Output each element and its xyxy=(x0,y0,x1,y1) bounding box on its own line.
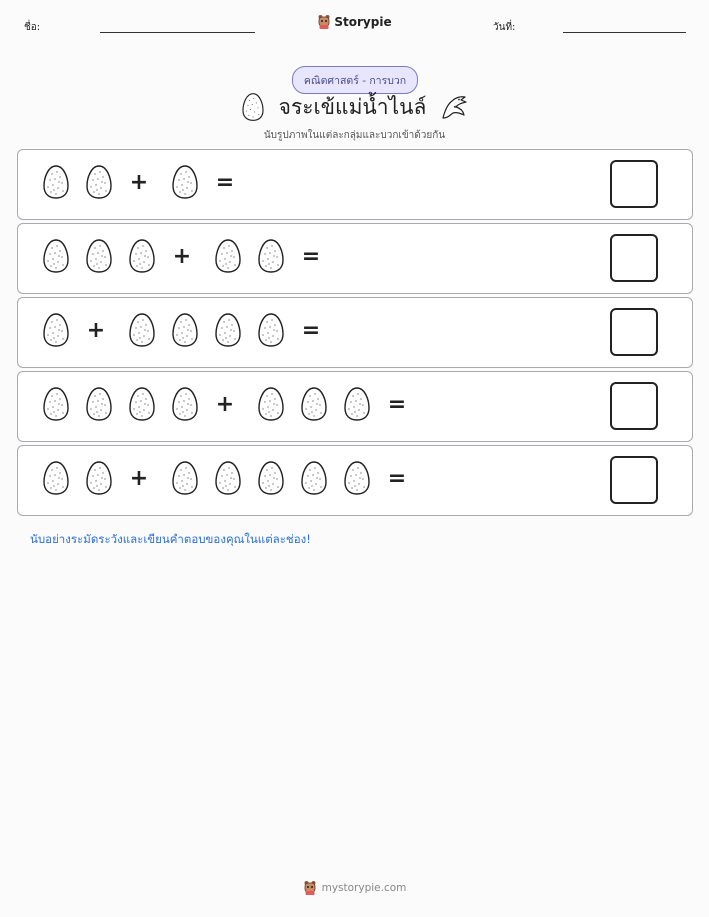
footer xyxy=(0,880,709,900)
egg-icon xyxy=(300,386,328,422)
egg-icon xyxy=(257,238,285,274)
equals-sign: = xyxy=(387,392,407,417)
problem-row xyxy=(17,149,693,220)
problem-row xyxy=(17,297,693,368)
egg-icon xyxy=(171,164,199,200)
brand-name: Storypie xyxy=(334,15,392,29)
answer-box[interactable] xyxy=(610,160,658,208)
egg-icon xyxy=(343,386,371,422)
egg-icon xyxy=(42,238,70,274)
egg-icon xyxy=(241,92,265,122)
egg-icon xyxy=(85,164,113,200)
egg-icon xyxy=(128,312,156,348)
egg-icon xyxy=(257,386,285,422)
answer-box[interactable] xyxy=(610,234,658,282)
footer-url[interactable]: mystorypie.com xyxy=(321,882,407,894)
subtitle: นับรูปภาพในแต่ละกลุ่มและบวกเข้าด้วยกัน xyxy=(263,130,446,141)
equals-sign: = xyxy=(301,318,321,343)
problem-row xyxy=(17,445,693,516)
egg-icon xyxy=(257,312,285,348)
egg-icon xyxy=(171,386,199,422)
egg-icon xyxy=(85,386,113,422)
equals-sign: = xyxy=(301,244,321,269)
egg-icon xyxy=(214,238,242,274)
egg-icon xyxy=(171,312,199,348)
egg-icon xyxy=(300,460,328,496)
egg-icon xyxy=(214,312,242,348)
plus-sign: + xyxy=(129,170,149,195)
brand xyxy=(0,14,709,34)
storypie-mascot-icon xyxy=(317,14,331,30)
egg-icon xyxy=(171,460,199,496)
egg-icon xyxy=(42,460,70,496)
egg-icon xyxy=(128,238,156,274)
egg-icon xyxy=(85,460,113,496)
plus-sign: + xyxy=(129,466,149,491)
egg-icon xyxy=(42,312,70,348)
plus-sign: + xyxy=(172,244,192,269)
instruction-footnote: นับอย่างระมัดระวังและเขียนคำตอบของคุณในแต่ละช่อง! xyxy=(30,532,311,546)
equals-sign: = xyxy=(215,170,235,195)
egg-icon xyxy=(85,238,113,274)
equals-sign: = xyxy=(387,466,407,491)
problem-row xyxy=(17,223,693,294)
page-title: จระเข้แม่น้ำไนล์ xyxy=(278,94,427,119)
answer-box[interactable] xyxy=(610,456,658,504)
egg-icon xyxy=(343,460,371,496)
egg-icon xyxy=(128,386,156,422)
egg-icon xyxy=(42,164,70,200)
name-label: ชื่อ: xyxy=(24,22,41,33)
answer-box[interactable] xyxy=(610,382,658,430)
date-label: วันที่: xyxy=(493,22,516,33)
problem-row xyxy=(17,371,693,442)
title-row xyxy=(0,90,709,124)
topic-tag: คณิตศาสตร์ - การบวก xyxy=(292,66,418,94)
plus-sign: + xyxy=(215,392,235,417)
date-line[interactable] xyxy=(563,32,686,33)
storypie-mascot-icon xyxy=(303,880,317,896)
answer-box[interactable] xyxy=(610,308,658,356)
crocodile-icon xyxy=(440,92,468,122)
plus-sign: + xyxy=(86,318,106,343)
egg-icon xyxy=(214,460,242,496)
egg-icon xyxy=(257,460,285,496)
egg-icon xyxy=(42,386,70,422)
